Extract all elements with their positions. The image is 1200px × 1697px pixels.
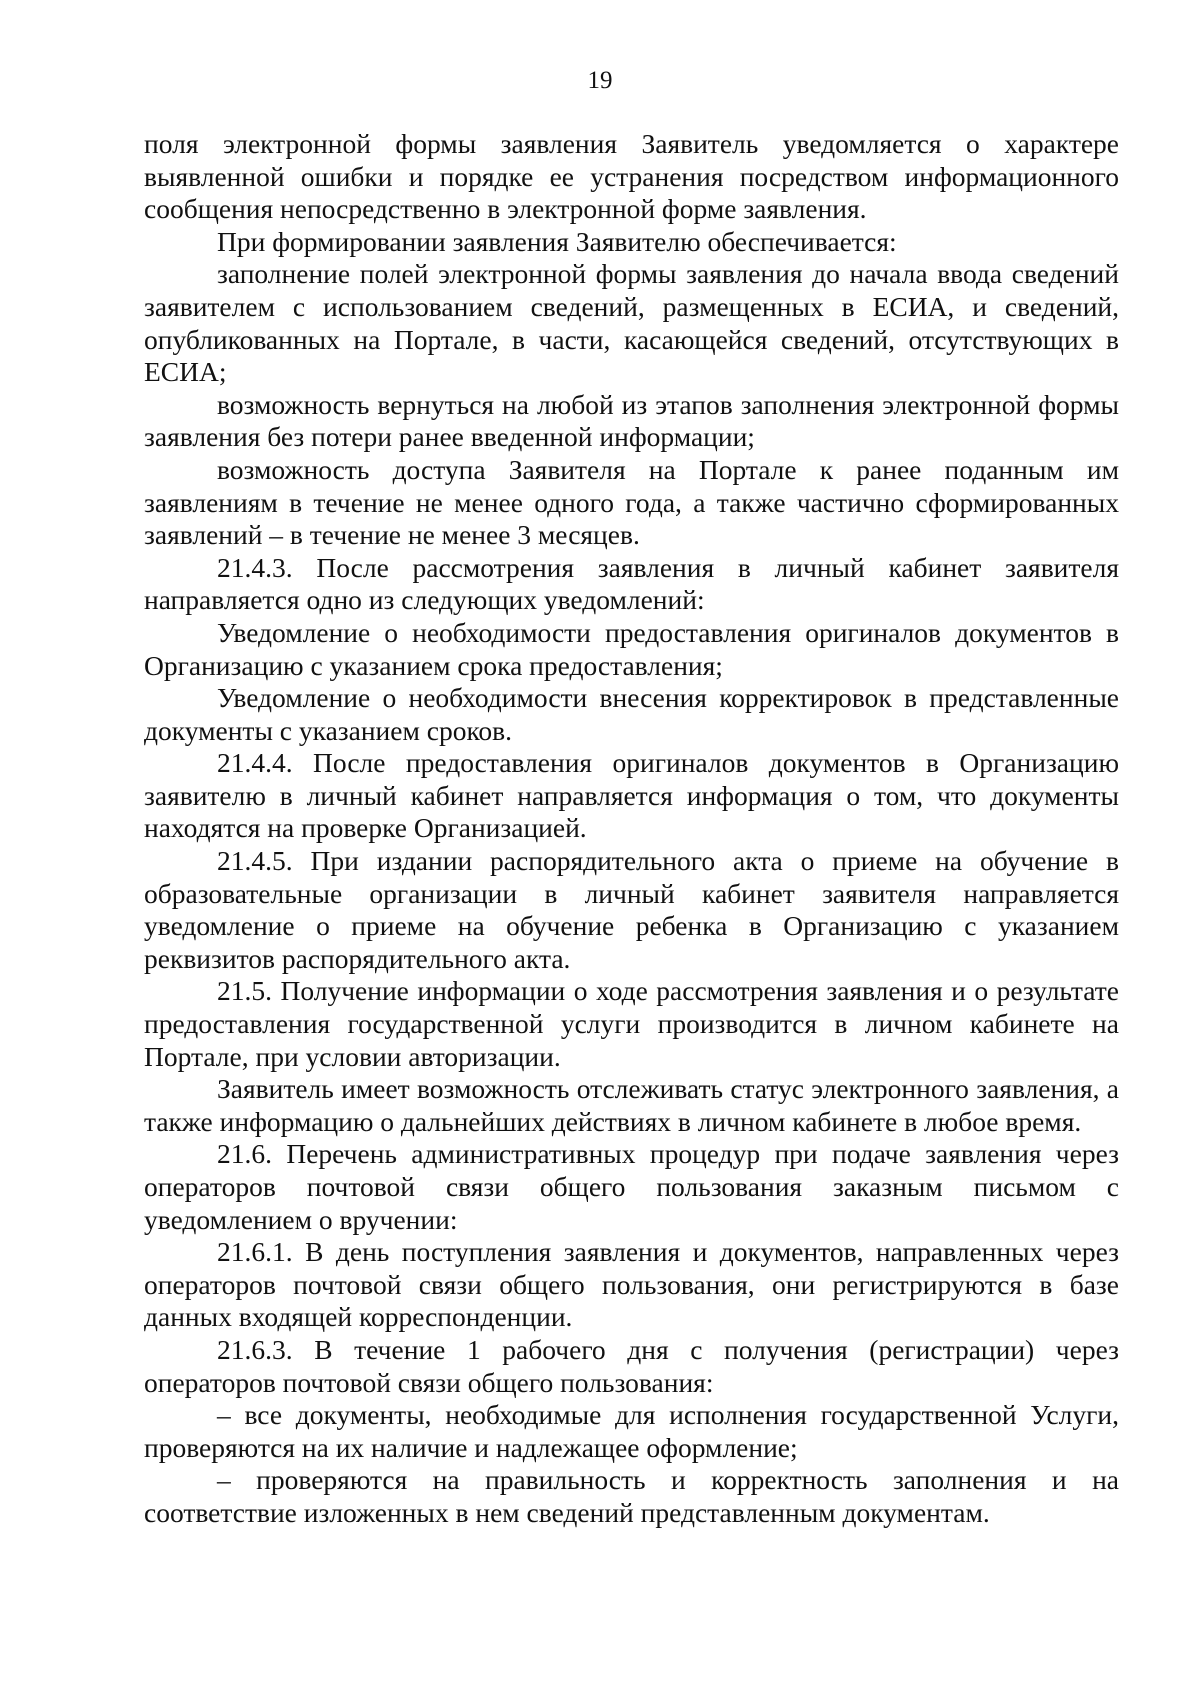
page-number: 19 (587, 67, 613, 94)
paragraph: При формировании заявления Заявителю обеспечивается: (217, 225, 897, 257)
paragraph-clause-21-5: 21.5. Получение информации о ходе рассмотрения заявления и о результате предоставления государственной услуги производится в личном кабинете на Портале, при условии авторизации. (144, 975, 1119, 1072)
document-body (144, 128, 1119, 1530)
paragraph: Уведомление о необходимости внесения корректировок в представленные документы с указанием сроков. (144, 682, 1119, 746)
paragraph: возможность доступа Заявителя на Портале к ранее поданным им заявлениям в течение не менее одного года, а также частично сформированных заявлений – в течение не менее 3 месяцев. (144, 453, 1119, 551)
paragraph-clause-21-4-4: 21.4.4. После предоставления оригиналов документов в Организацию заявителю в личный кабинет направляется информация о том, что документы находятся на проверке Организацией. (144, 747, 1119, 844)
paragraph-clause-21-4-5: 21.4.5. При издании распорядительного акта о приеме на обучение в образовательные организации в личный кабинет заявителя направляется уведомление о приеме на обучение ребенка в Организацию с указанием реквизитов распорядительного акта. (144, 845, 1119, 974)
paragraph-clause-21-4-3: 21.4.3. После рассмотрения заявления в личный кабинет заявителя направляется одно из следующих уведомлений: (144, 551, 1119, 616)
paragraph-continuation: поля электронной формы заявления Заявитель уведомляется о характере выявленной ошибки и порядке ее устранения посредством информационного сообщения непосредственно в электронной форме заявления. (144, 128, 1119, 225)
paragraph-clause-21-6: 21.6. Перечень административных процедур при подаче заявления через операторов почтовой связи общего пользования заказным письмом с уведомлением о вручении: (144, 1138, 1119, 1235)
paragraph-clause-21-6-3: 21.6.3. В течение 1 рабочего дня с получения (регистрации) через операторов почтовой связи общего пользования: (144, 1333, 1119, 1398)
list-item-dash: – проверяются на правильность и корректность заполнения и на соответствие изложенных в нем сведений представленным документам. (144, 1464, 1119, 1528)
paragraph-clause-21-6-1: 21.6.1. В день поступления заявления и документов, направленных через операторов почтовой связи общего пользования, они регистрируются в базе данных входящей корреспонденции. (144, 1236, 1119, 1333)
list-item-dash: – все документы, необходимые для исполнения государственной Услуги, проверяются на их наличие и надлежащее оформление; (144, 1399, 1119, 1463)
paragraph: возможность вернуться на любой из этапов заполнения электронной формы заявления без потери ранее введенной информации; (144, 388, 1119, 453)
paragraph: заполнение полей электронной формы заявления до начала ввода сведений заявителем с использованием сведений, размещенных в ЕСИА, и сведений, опубликованных на Портале, в части, касающейся сведений, отсутствующих в ЕСИА; (144, 258, 1119, 388)
paragraph: Уведомление о необходимости предоставления оригиналов документов в Организацию с указанием срока предоставления; (144, 616, 1119, 681)
paragraph: Заявитель имеет возможность отслеживать статус электронного заявления, а также информацию о дальнейших действиях в личном кабинете в любое время. (144, 1073, 1119, 1137)
